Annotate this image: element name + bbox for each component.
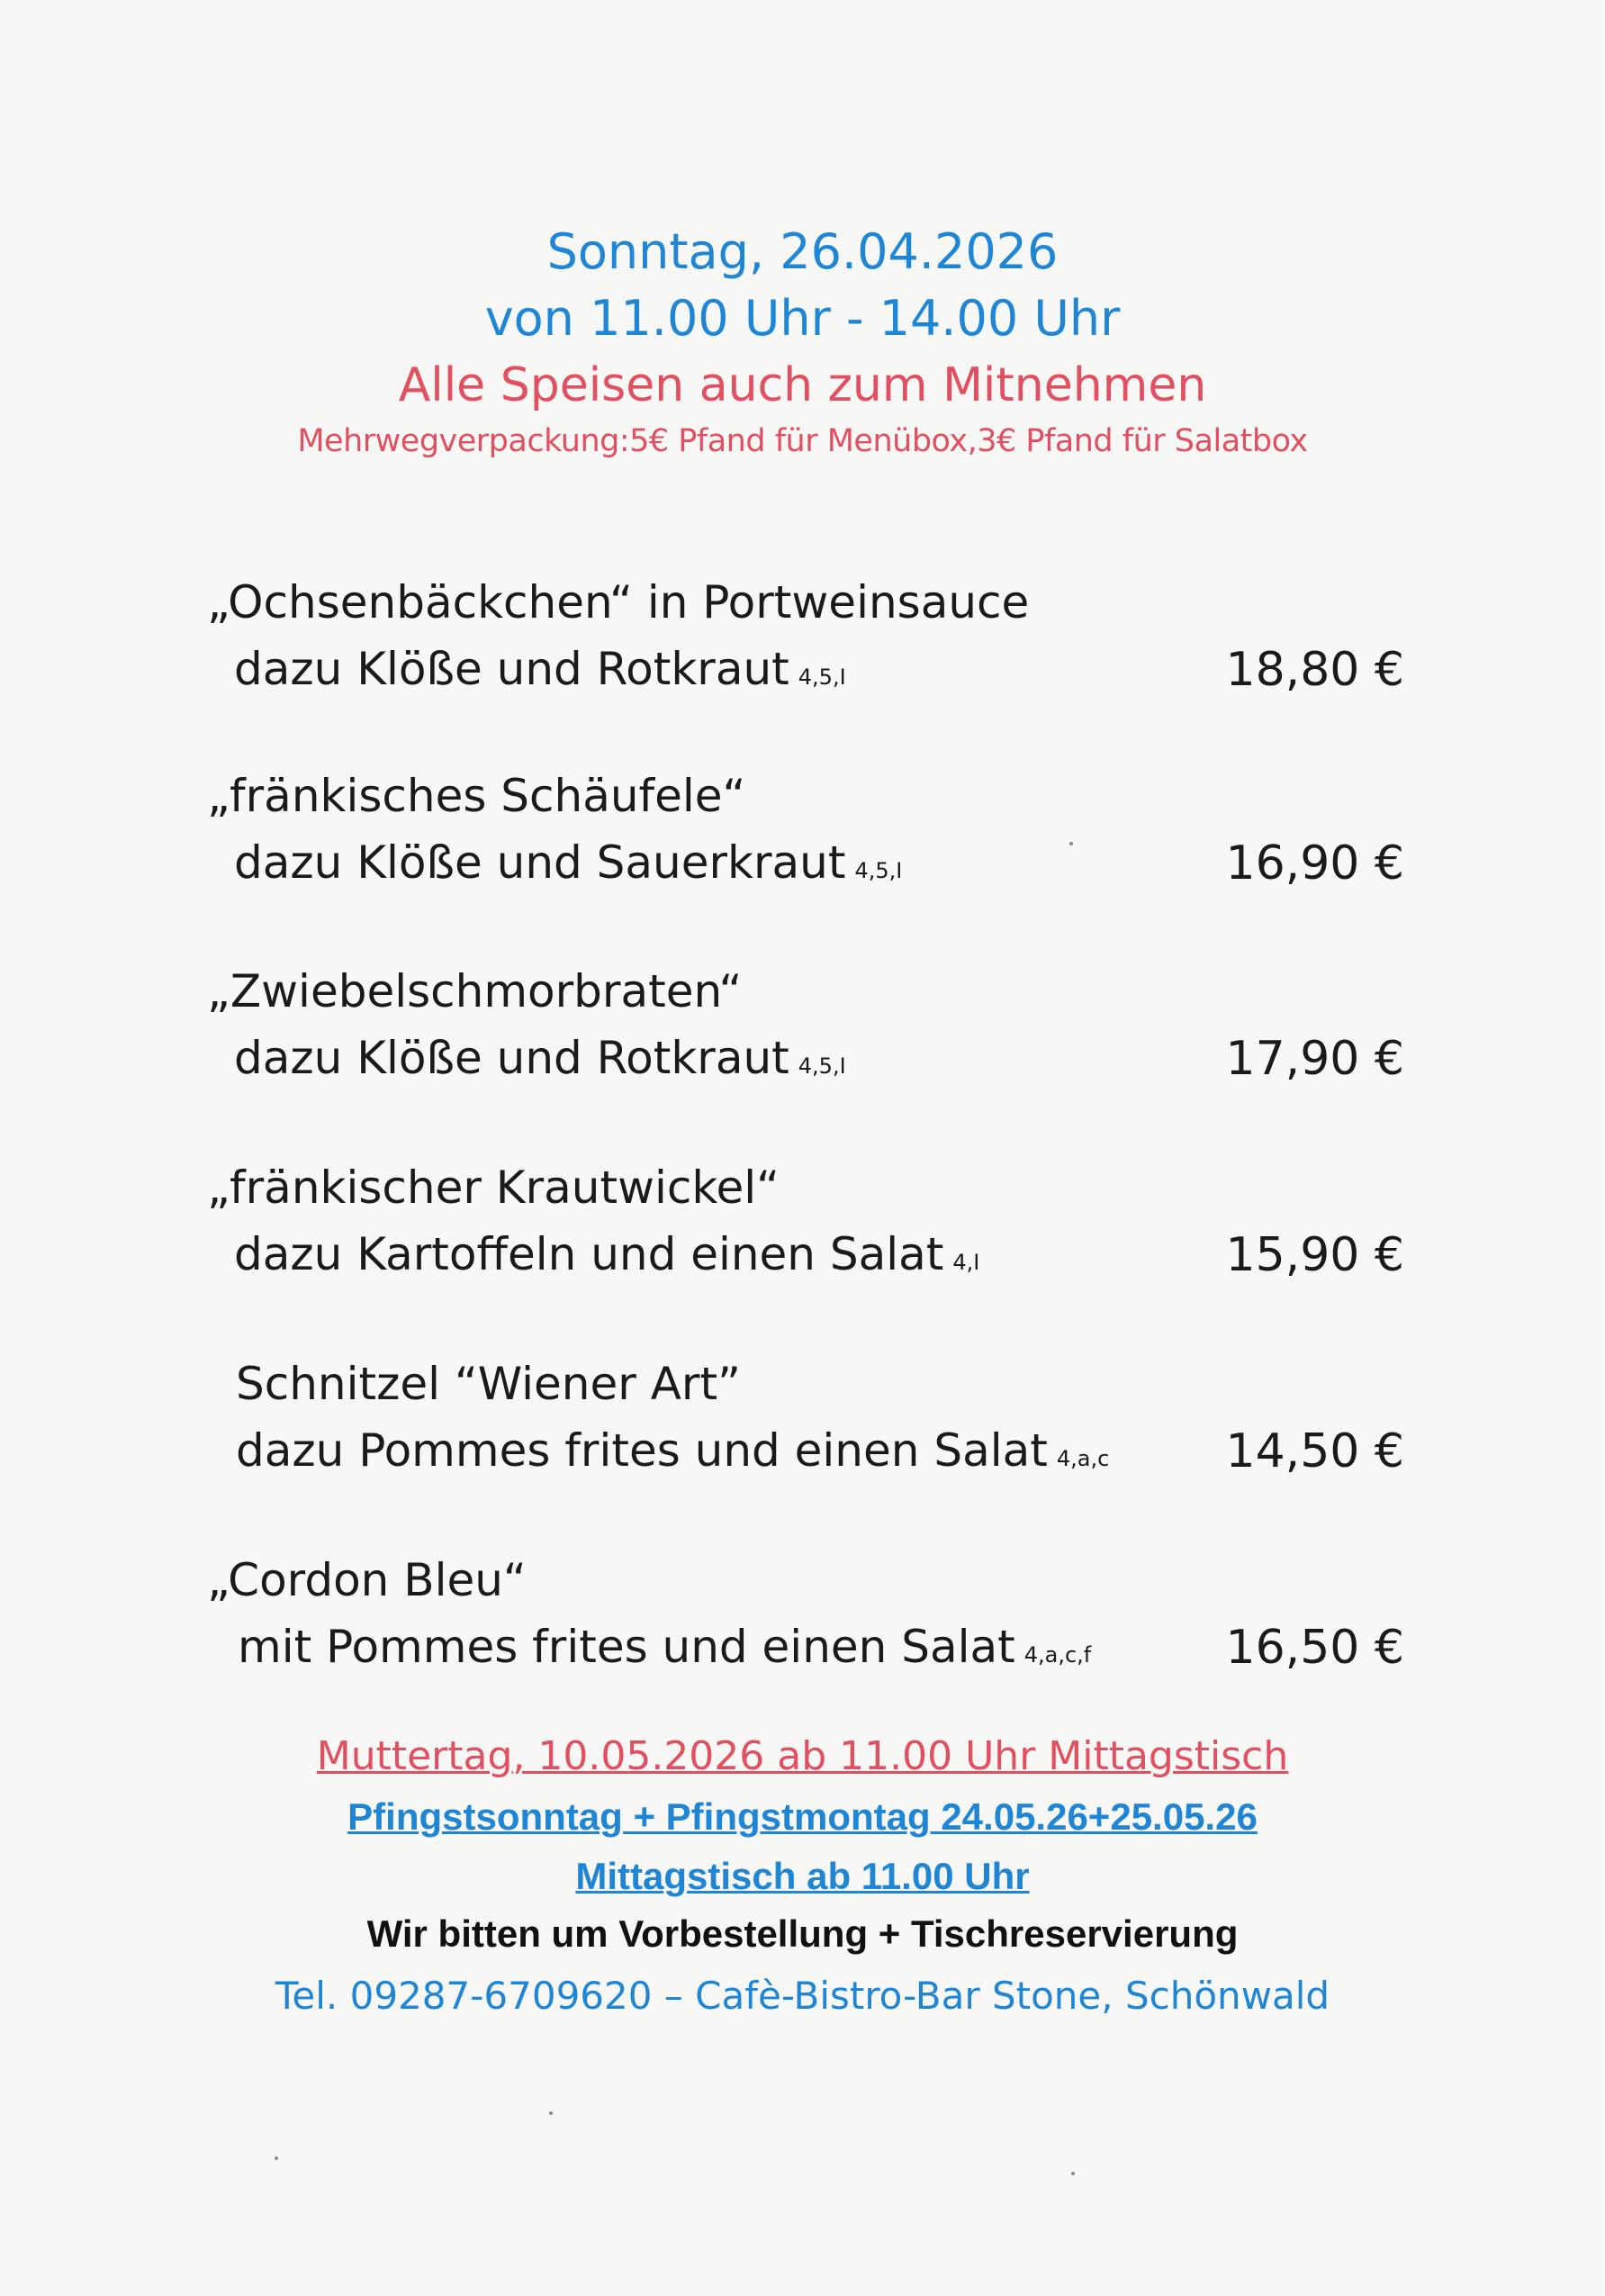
- takeaway-note: Alle Speisen auch zum Mitnehmen: [398, 358, 1207, 412]
- dish-side: [236, 1424, 1109, 1477]
- dish-price: 14,50 €: [1225, 1424, 1404, 1478]
- packaging-deposit-note: Mehrwegverpackung:5€ Pfand für Menübox,3€ Pfand für Salatbox: [297, 423, 1308, 459]
- side-text: dazu Klöße und Rotkraut: [234, 643, 789, 695]
- menu-date: Sonntag, 26.04.2026: [546, 223, 1059, 280]
- pentecost-note: Pfingstsonntag + Pfingstmontag 24.05.26+25.05.26: [347, 1795, 1258, 1838]
- dish-price: 16,50 €: [1225, 1621, 1404, 1675]
- allergen-codes: 4,5,I: [798, 664, 846, 690]
- allergen-codes: 4,a,c,f: [1023, 1642, 1092, 1668]
- reservation-note: Wir bitten um Vorbestellung + Tischreservierung: [366, 1912, 1239, 1955]
- dish-name: „Cordon Bleu“: [207, 1554, 527, 1606]
- allergen-codes: 4,I: [952, 1250, 980, 1275]
- contact-info: Tel. 09287-6709620 – Cafè-Bistro-Bar Stone, Schönwald: [275, 1974, 1330, 2018]
- dish-side: [234, 836, 902, 889]
- allergen-codes: 4,5,I: [854, 858, 903, 883]
- dish-price: 15,90 €: [1225, 1228, 1404, 1282]
- dish-name: „fränkischer Krautwickel“: [207, 1162, 780, 1214]
- dish-side: [238, 1621, 1091, 1673]
- side-text: dazu Kartoffeln und einen Salat: [234, 1228, 944, 1280]
- side-text: mit Pommes frites und einen Salat: [238, 1621, 1015, 1673]
- paper-speck: [1069, 842, 1073, 845]
- dish-side: [234, 1032, 846, 1084]
- dish-side: [234, 1228, 979, 1280]
- lunch-time-note: Mittagstisch ab 11.00 Uhr: [575, 1855, 1030, 1897]
- paper-speck: [549, 2111, 553, 2115]
- dish-price: 18,80 €: [1225, 643, 1404, 697]
- dish-name: Schnitzel “Wiener Art”: [236, 1358, 741, 1410]
- side-text: dazu Pommes frites und einen Salat: [236, 1424, 1048, 1477]
- dish-price: 17,90 €: [1225, 1032, 1404, 1086]
- dish-price: 16,90 €: [1225, 836, 1404, 890]
- allergen-codes: 4,5,I: [798, 1053, 846, 1079]
- dish-name: „fränkisches Schäufele“: [207, 770, 746, 822]
- side-text: dazu Klöße und Sauerkraut: [234, 836, 846, 889]
- mothers-day-note: Muttertag, 10.05.2026 ab 11.00 Uhr Mittagstisch: [316, 1733, 1289, 1779]
- dish-name: „Zwiebelschmorbraten“: [207, 965, 743, 1017]
- dish-side: [234, 643, 846, 695]
- dish-name: „Ochsenbäckchen“ in Portweinsauce: [207, 576, 1030, 628]
- side-text: dazu Klöße und Rotkraut: [234, 1032, 789, 1084]
- allergen-codes: 4,a,c: [1056, 1446, 1110, 1471]
- serving-time: von 11.00 Uhr - 14.00 Uhr: [484, 290, 1121, 347]
- paper-speck: [275, 2156, 278, 2160]
- paper-speck: [1071, 2172, 1075, 2175]
